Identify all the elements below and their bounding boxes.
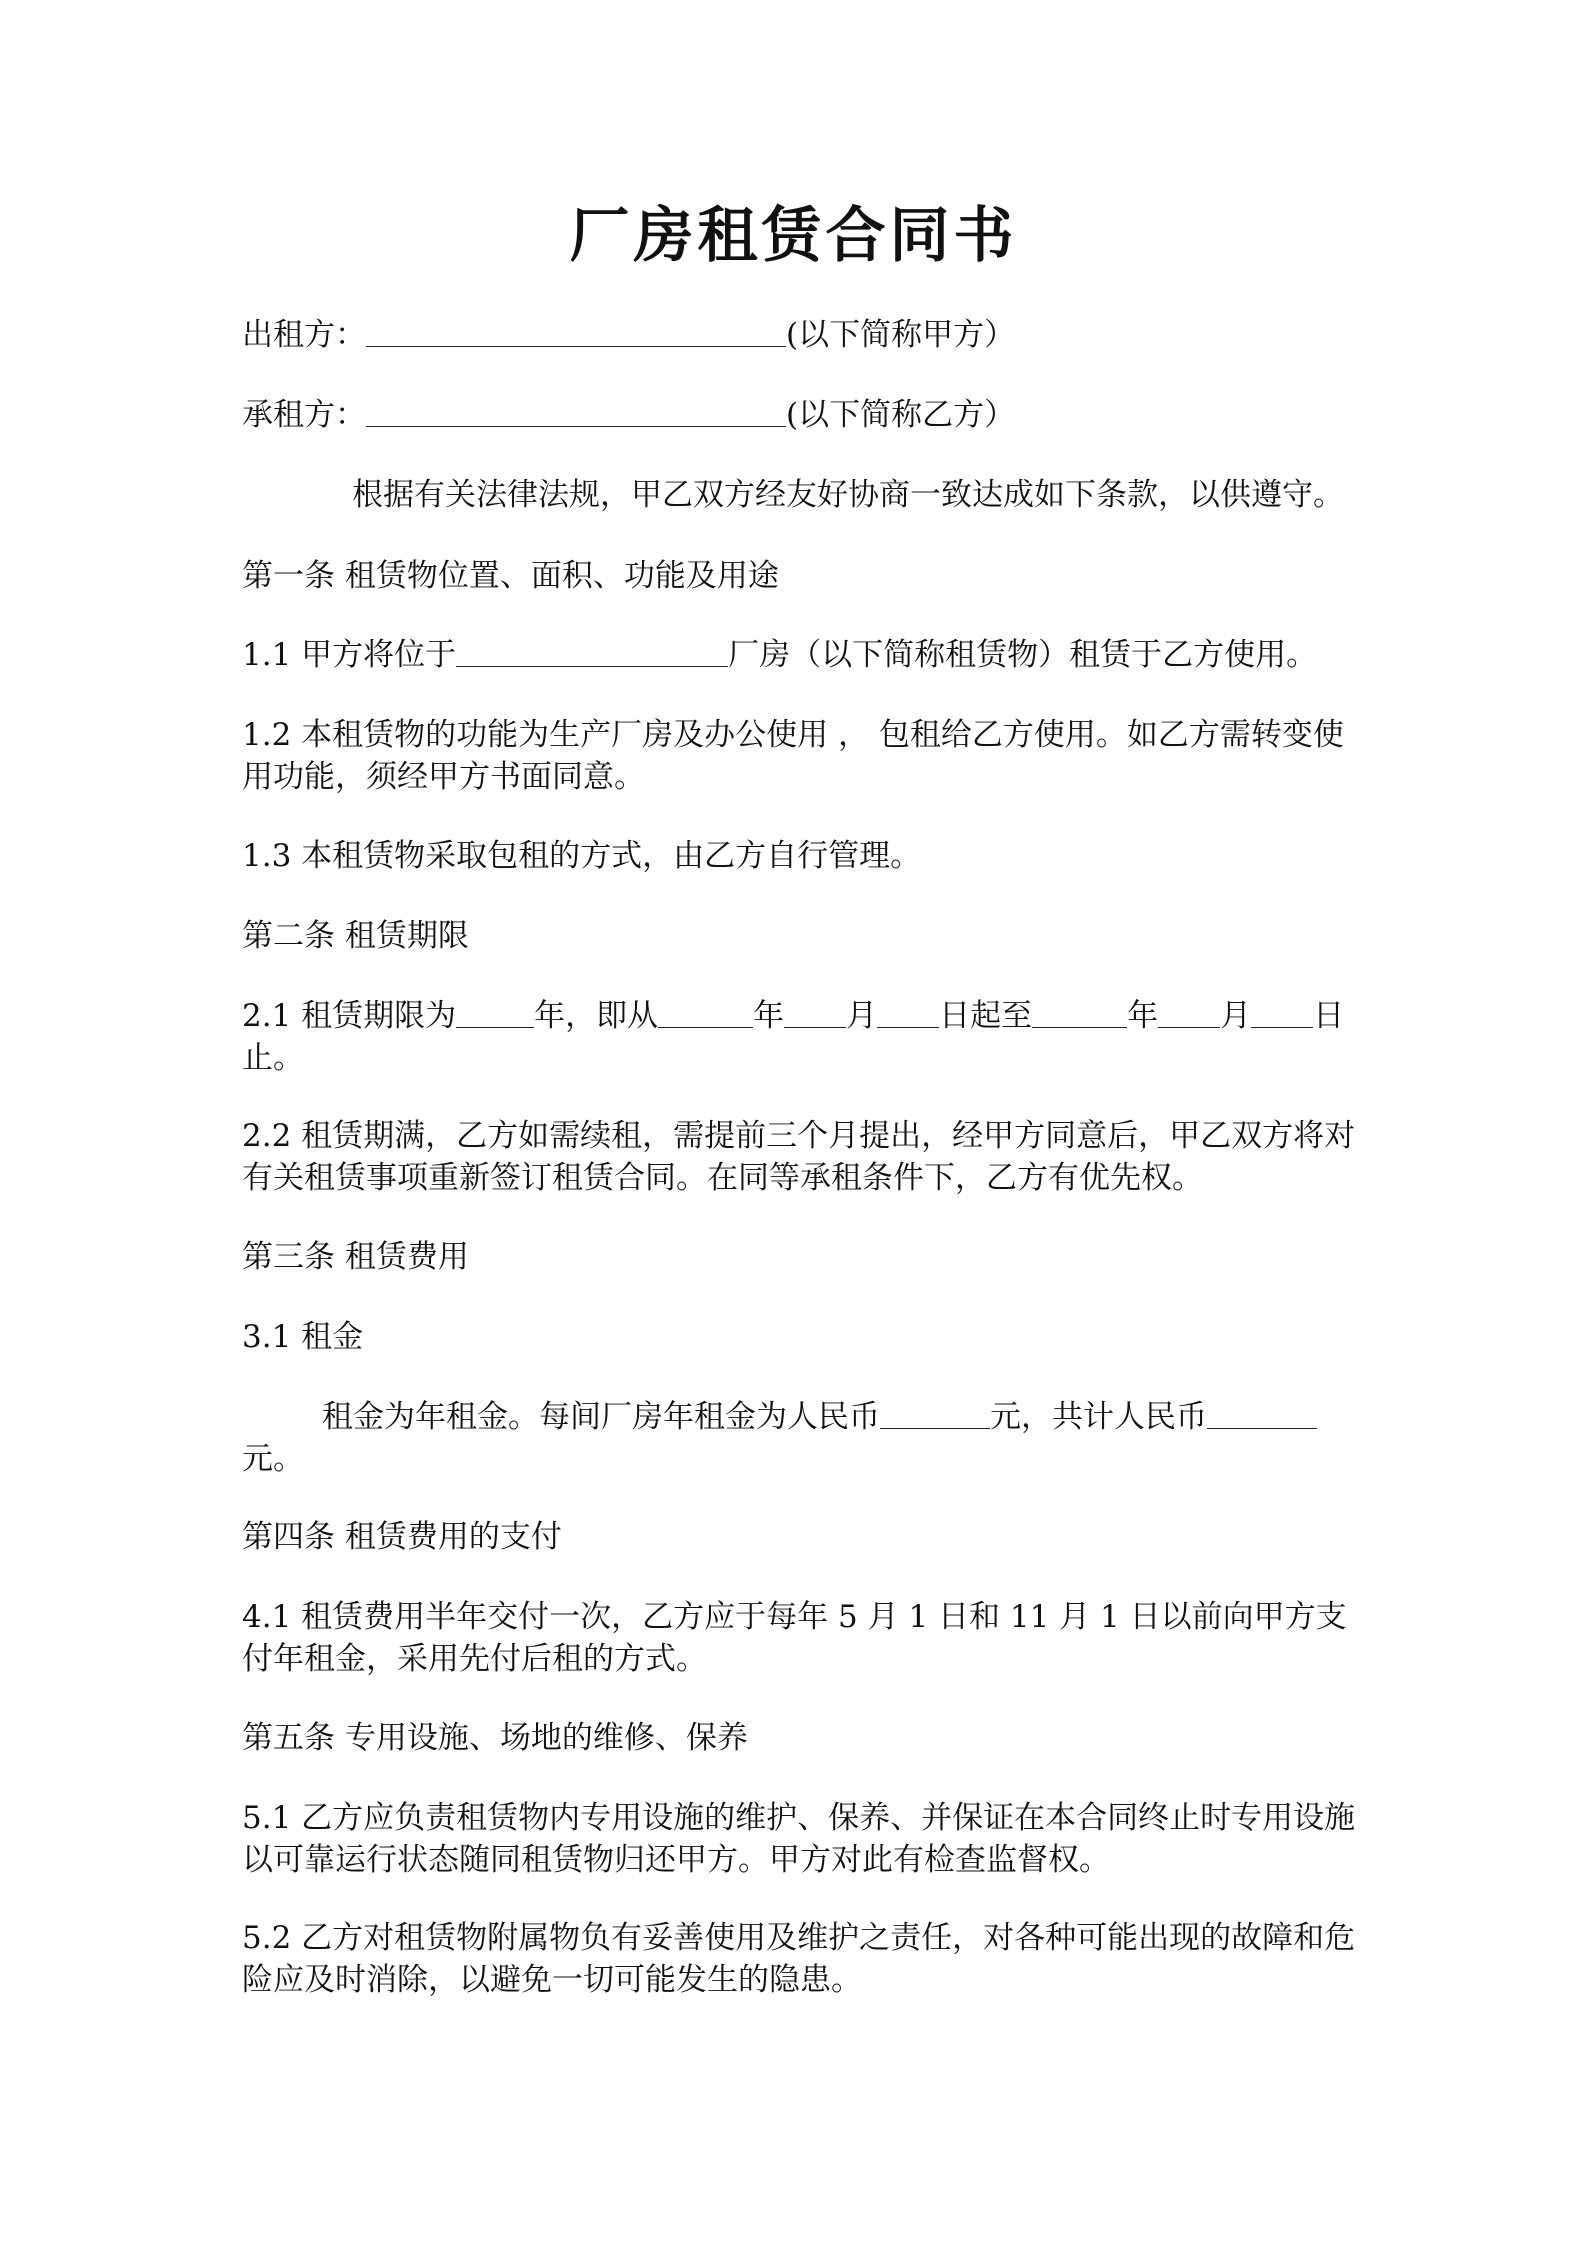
clause-1-2: 1.2 本租赁物的功能为生产厂房及办公使用 ， 包租给乙方使用。如乙方需转变使用功能，须经甲方书面同意。 [242,717,1344,795]
clause-2-1-part1: 2.1 租赁期限为 [242,998,457,1034]
clause-1-1-suffix: 厂房（以下简称租赁物）租赁于乙方使用。 [728,637,1318,673]
article2-heading: 第二条 租赁期限 [242,918,469,954]
clause-1-1-prefix: 1.1 甲方将位于 [242,637,457,673]
clause-1-1 [242,634,1357,676]
rent-part2: 元，共计人民币 [990,1399,1207,1435]
start-month-blank[interactable] [784,997,846,1028]
clause-2-1-part5: 日起至 [939,998,1033,1034]
total-rent-blank[interactable] [1207,1398,1317,1429]
lessee-label: 承租方： [242,397,366,433]
rent-part1: 租金为年租金。每间厂房年租金为人民币 [322,1399,880,1435]
document-title: 厂房租赁合同书 [569,201,1018,271]
clause-2-1 [242,995,1357,1079]
article5-heading: 第五条 专用设施、场地的维修、保养 [242,1720,748,1756]
article1-heading: 第一条 租赁物位置、面积、功能及用途 [242,558,779,594]
start-day-blank[interactable] [877,997,939,1028]
lessor-label: 出租方： [242,317,366,353]
lessee-line [242,394,1357,436]
clause-2-1-part3: 年 [753,998,785,1034]
preamble: 根据有关法律法规，甲乙双方经友好协商一致达成如下条款，以供遵守。 [352,477,1344,513]
annual-rent-blank[interactable] [880,1398,990,1429]
clause-1-3: 1.3 本租赁物采取包租的方式，由乙方自行管理。 [242,838,922,874]
clause-2-1-part4: 月 [846,998,878,1034]
clause-5-2: 5.2 乙方对租赁物附属物负有妥善使用及维护之责任，对各种可能出现的故障和危险应及时消除，以避免一切可能发生的隐患。 [242,1920,1356,1998]
clause-5-1: 5.1 乙方应负责租赁物内专用设施的维护、保养、并保证在本合同终止时专用设施以可靠运行状态随同租赁物归还甲方。甲方对此有检查监督权。 [242,1800,1356,1878]
lessor-line [242,314,1357,356]
lessor-name-blank[interactable] [366,316,786,347]
clause-4-1: 4.1 租赁费用半年交付一次，乙方应于每年 5 月 1 日和 11 月 1 日以前向甲方支付年租金，采用先付后租的方式。 [242,1599,1347,1677]
rent-clause [242,1396,1357,1480]
clause-2-1-part7: 月 [1220,998,1252,1034]
lessee-name-blank[interactable] [366,396,786,427]
clause-2-1-part8: 日止。 [242,998,1345,1076]
rent-part3: 元。 [242,1441,304,1477]
clause-2-1-part6: 年 [1127,998,1159,1034]
lessee-suffix: (以下简称乙方） [786,397,1016,433]
end-year-blank[interactable] [1032,997,1127,1028]
article3-heading: 第三条 租赁费用 [242,1239,469,1275]
end-day-blank[interactable] [1251,997,1313,1028]
article4-heading: 第四条 租赁费用的支付 [242,1519,562,1555]
term-years-blank[interactable] [456,997,534,1028]
clause-2-2: 2.2 租赁期满，乙方如需续租，需提前三个月提出，经甲方同意后，甲乙双方将对有关租赁事项重新签订租赁合同。在同等承租条件下，乙方有优先权。 [242,1118,1356,1196]
clause-3-1: 3.1 租金 [242,1319,364,1355]
start-year-blank[interactable] [658,997,753,1028]
location-blank[interactable] [456,636,728,667]
clause-2-1-part2: 年，即从 [534,998,659,1034]
lessor-suffix: (以下简称甲方） [786,317,1016,353]
end-month-blank[interactable] [1158,997,1220,1028]
